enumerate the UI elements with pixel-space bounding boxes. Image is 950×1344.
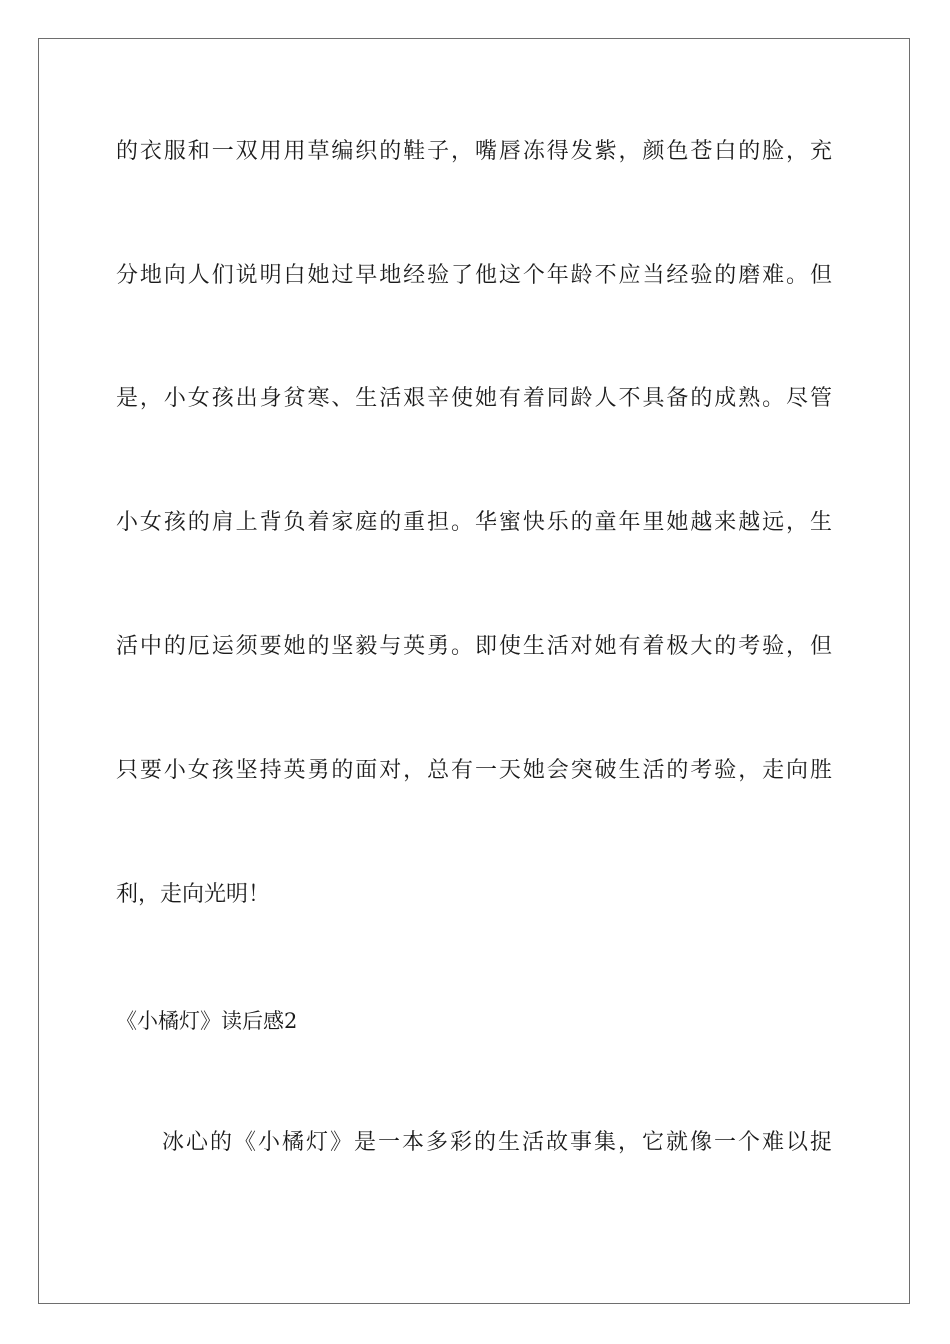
paragraph-line: 利，走向光明！ [116,882,271,907]
paragraph-line: 是，小女孩出身贫寒、生活艰辛使她有着同龄人不具备的成熟。尽管 [116,386,832,411]
page-frame [38,38,910,1304]
paragraph-line: 分地向人们说明白她过早地经验了他这个年龄不应当经验的磨难。但 [116,263,832,288]
paragraph-line: 小女孩的肩上背负着家庭的重担。华蜜快乐的童年里她越来越远，生 [116,510,832,535]
section-heading: 《小橘灯》读后感2 [116,1009,298,1033]
paragraph-line: 活中的厄运须要她的坚毅与英勇。即使生活对她有着极大的考验，但 [116,634,832,659]
paragraph-line: 冰心的《小橘灯》是一本多彩的生活故事集，它就像一个难以捉 [162,1130,832,1155]
paragraph-line: 只要小女孩坚持英勇的面对，总有一天她会突破生活的考验，走向胜 [116,758,832,783]
paragraph-line: 的衣服和一双用用草编织的鞋子，嘴唇冻得发紫，颜色苍白的脸，充 [116,139,832,164]
